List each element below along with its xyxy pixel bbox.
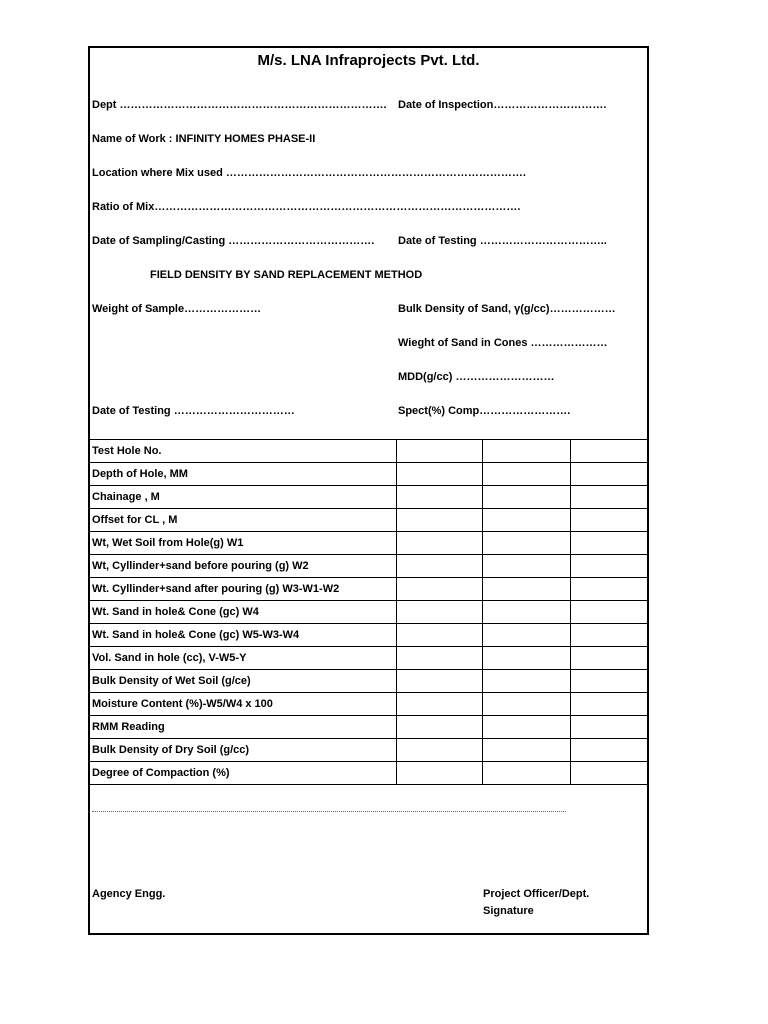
value-cell[interactable] bbox=[570, 555, 649, 578]
value-cell[interactable] bbox=[482, 601, 570, 624]
value-cell[interactable] bbox=[482, 578, 570, 601]
value-cell[interactable] bbox=[396, 647, 482, 670]
value-cell[interactable] bbox=[396, 716, 482, 739]
section-title: FIELD DENSITY BY SAND REPLACEMENT METHOD bbox=[150, 269, 423, 281]
table-row bbox=[90, 693, 649, 716]
weight-sand-cones-field: Wieght of Sand in Cones ………………… bbox=[398, 337, 608, 349]
value-cell[interactable] bbox=[396, 739, 482, 762]
row-label: Wt, Cyllinder+sand before pouring (g) W2 bbox=[90, 555, 396, 578]
row-label: Degree of Compaction (%) bbox=[90, 762, 396, 785]
value-cell[interactable] bbox=[570, 762, 649, 785]
value-cell[interactable] bbox=[482, 670, 570, 693]
value-cell[interactable] bbox=[482, 555, 570, 578]
weight-of-sample-field: Weight of Sample………………… bbox=[92, 303, 262, 315]
spect-comp-field: Spect(%) Comp……………………. bbox=[398, 405, 571, 417]
mdd-field: MDD(g/cc) ……………………… bbox=[398, 371, 555, 383]
value-cell[interactable] bbox=[570, 509, 649, 532]
value-cell[interactable] bbox=[396, 532, 482, 555]
bulk-density-sand-field: Bulk Density of Sand, γ(g/cc)……………… bbox=[398, 303, 616, 315]
row-label: Offset for CL , M bbox=[90, 509, 396, 532]
table-row bbox=[90, 670, 649, 693]
table-row bbox=[90, 509, 649, 532]
table-row bbox=[90, 624, 649, 647]
row-label: Bulk Density of Dry Soil (g/cc) bbox=[90, 739, 396, 762]
ratio-of-mix-field: Ratio of Mix………………………………………………………………………………………. bbox=[92, 201, 521, 213]
value-cell[interactable] bbox=[570, 670, 649, 693]
value-cell[interactable] bbox=[482, 716, 570, 739]
row-label: Wt, Wet Soil from Hole(g) W1 bbox=[90, 532, 396, 555]
value-cell[interactable] bbox=[396, 440, 482, 463]
table-row bbox=[90, 716, 649, 739]
table-row bbox=[90, 739, 649, 762]
row-label: Bulk Density of Wet Soil (g/ce) bbox=[90, 670, 396, 693]
row-label: Moisture Content (%)-W5/W4 x 100 bbox=[90, 693, 396, 716]
value-cell[interactable] bbox=[570, 647, 649, 670]
table-row bbox=[90, 486, 649, 509]
row-label: Wt. Cyllinder+sand after pouring (g) W3-W1-W2 bbox=[90, 578, 396, 601]
row-label: Test Hole No. bbox=[90, 440, 396, 463]
date-of-testing-field: Date of Testing …………………………… bbox=[92, 405, 295, 417]
dotted-divider bbox=[92, 811, 566, 812]
project-officer-signature bbox=[483, 886, 589, 920]
location-field: Location where Mix used ………………………………………………………………………. bbox=[92, 167, 526, 179]
value-cell[interactable] bbox=[570, 532, 649, 555]
value-cell[interactable] bbox=[570, 601, 649, 624]
form-frame bbox=[88, 46, 649, 935]
agency-engg-label: Agency Engg. bbox=[92, 888, 166, 900]
value-cell[interactable] bbox=[396, 463, 482, 486]
value-cell[interactable] bbox=[570, 693, 649, 716]
name-of-work-field: Name of Work : INFINITY HOMES PHASE-II bbox=[92, 133, 316, 145]
project-officer-label: Project Officer/Dept. bbox=[483, 888, 590, 900]
table-row bbox=[90, 601, 649, 624]
value-cell[interactable] bbox=[482, 647, 570, 670]
row-label: Vol. Sand in hole (cc), V-W5-Y bbox=[90, 647, 396, 670]
value-cell[interactable] bbox=[482, 486, 570, 509]
value-cell[interactable] bbox=[396, 601, 482, 624]
value-cell[interactable] bbox=[570, 716, 649, 739]
value-cell[interactable] bbox=[482, 509, 570, 532]
value-cell[interactable] bbox=[482, 762, 570, 785]
value-cell[interactable] bbox=[482, 463, 570, 486]
value-cell[interactable] bbox=[482, 739, 570, 762]
date-of-sampling-field: Date of Sampling/Casting …………………………………. bbox=[92, 235, 375, 247]
table-row bbox=[90, 578, 649, 601]
row-label: Wt. Sand in hole& Cone (gc) W4 bbox=[90, 601, 396, 624]
table-row bbox=[90, 463, 649, 486]
value-cell[interactable] bbox=[396, 486, 482, 509]
value-cell[interactable] bbox=[482, 693, 570, 716]
value-cell[interactable] bbox=[482, 624, 570, 647]
value-cell[interactable] bbox=[396, 693, 482, 716]
test-results-table bbox=[90, 439, 649, 785]
dept-field: Dept ………………………………………………………………. bbox=[92, 99, 387, 111]
table-row bbox=[90, 555, 649, 578]
table-row bbox=[90, 762, 649, 785]
value-cell[interactable] bbox=[396, 762, 482, 785]
value-cell[interactable] bbox=[570, 624, 649, 647]
value-cell[interactable] bbox=[570, 739, 649, 762]
date-of-inspection-field: Date of Inspection…………………………. bbox=[398, 99, 607, 111]
date-of-testing-top-field: Date of Testing …………………………….. bbox=[398, 235, 607, 247]
value-cell[interactable] bbox=[570, 440, 649, 463]
value-cell[interactable] bbox=[396, 509, 482, 532]
value-cell[interactable] bbox=[482, 440, 570, 463]
value-cell[interactable] bbox=[396, 670, 482, 693]
row-label: RMM Reading bbox=[90, 716, 396, 739]
table-row bbox=[90, 532, 649, 555]
table-row bbox=[90, 440, 649, 463]
company-title: M/s. LNA Infraprojects Pvt. Ltd. bbox=[257, 52, 480, 69]
value-cell[interactable] bbox=[396, 624, 482, 647]
value-cell[interactable] bbox=[482, 532, 570, 555]
value-cell[interactable] bbox=[570, 486, 649, 509]
table-row bbox=[90, 647, 649, 670]
value-cell[interactable] bbox=[570, 578, 649, 601]
row-label: Wt. Sand in hole& Cone (gc) W5-W3-W4 bbox=[90, 624, 396, 647]
row-label: Chainage , M bbox=[90, 486, 396, 509]
value-cell[interactable] bbox=[570, 463, 649, 486]
row-label: Depth of Hole, MM bbox=[90, 463, 396, 486]
signature-label: Signature bbox=[483, 905, 534, 917]
value-cell[interactable] bbox=[396, 555, 482, 578]
value-cell[interactable] bbox=[396, 578, 482, 601]
